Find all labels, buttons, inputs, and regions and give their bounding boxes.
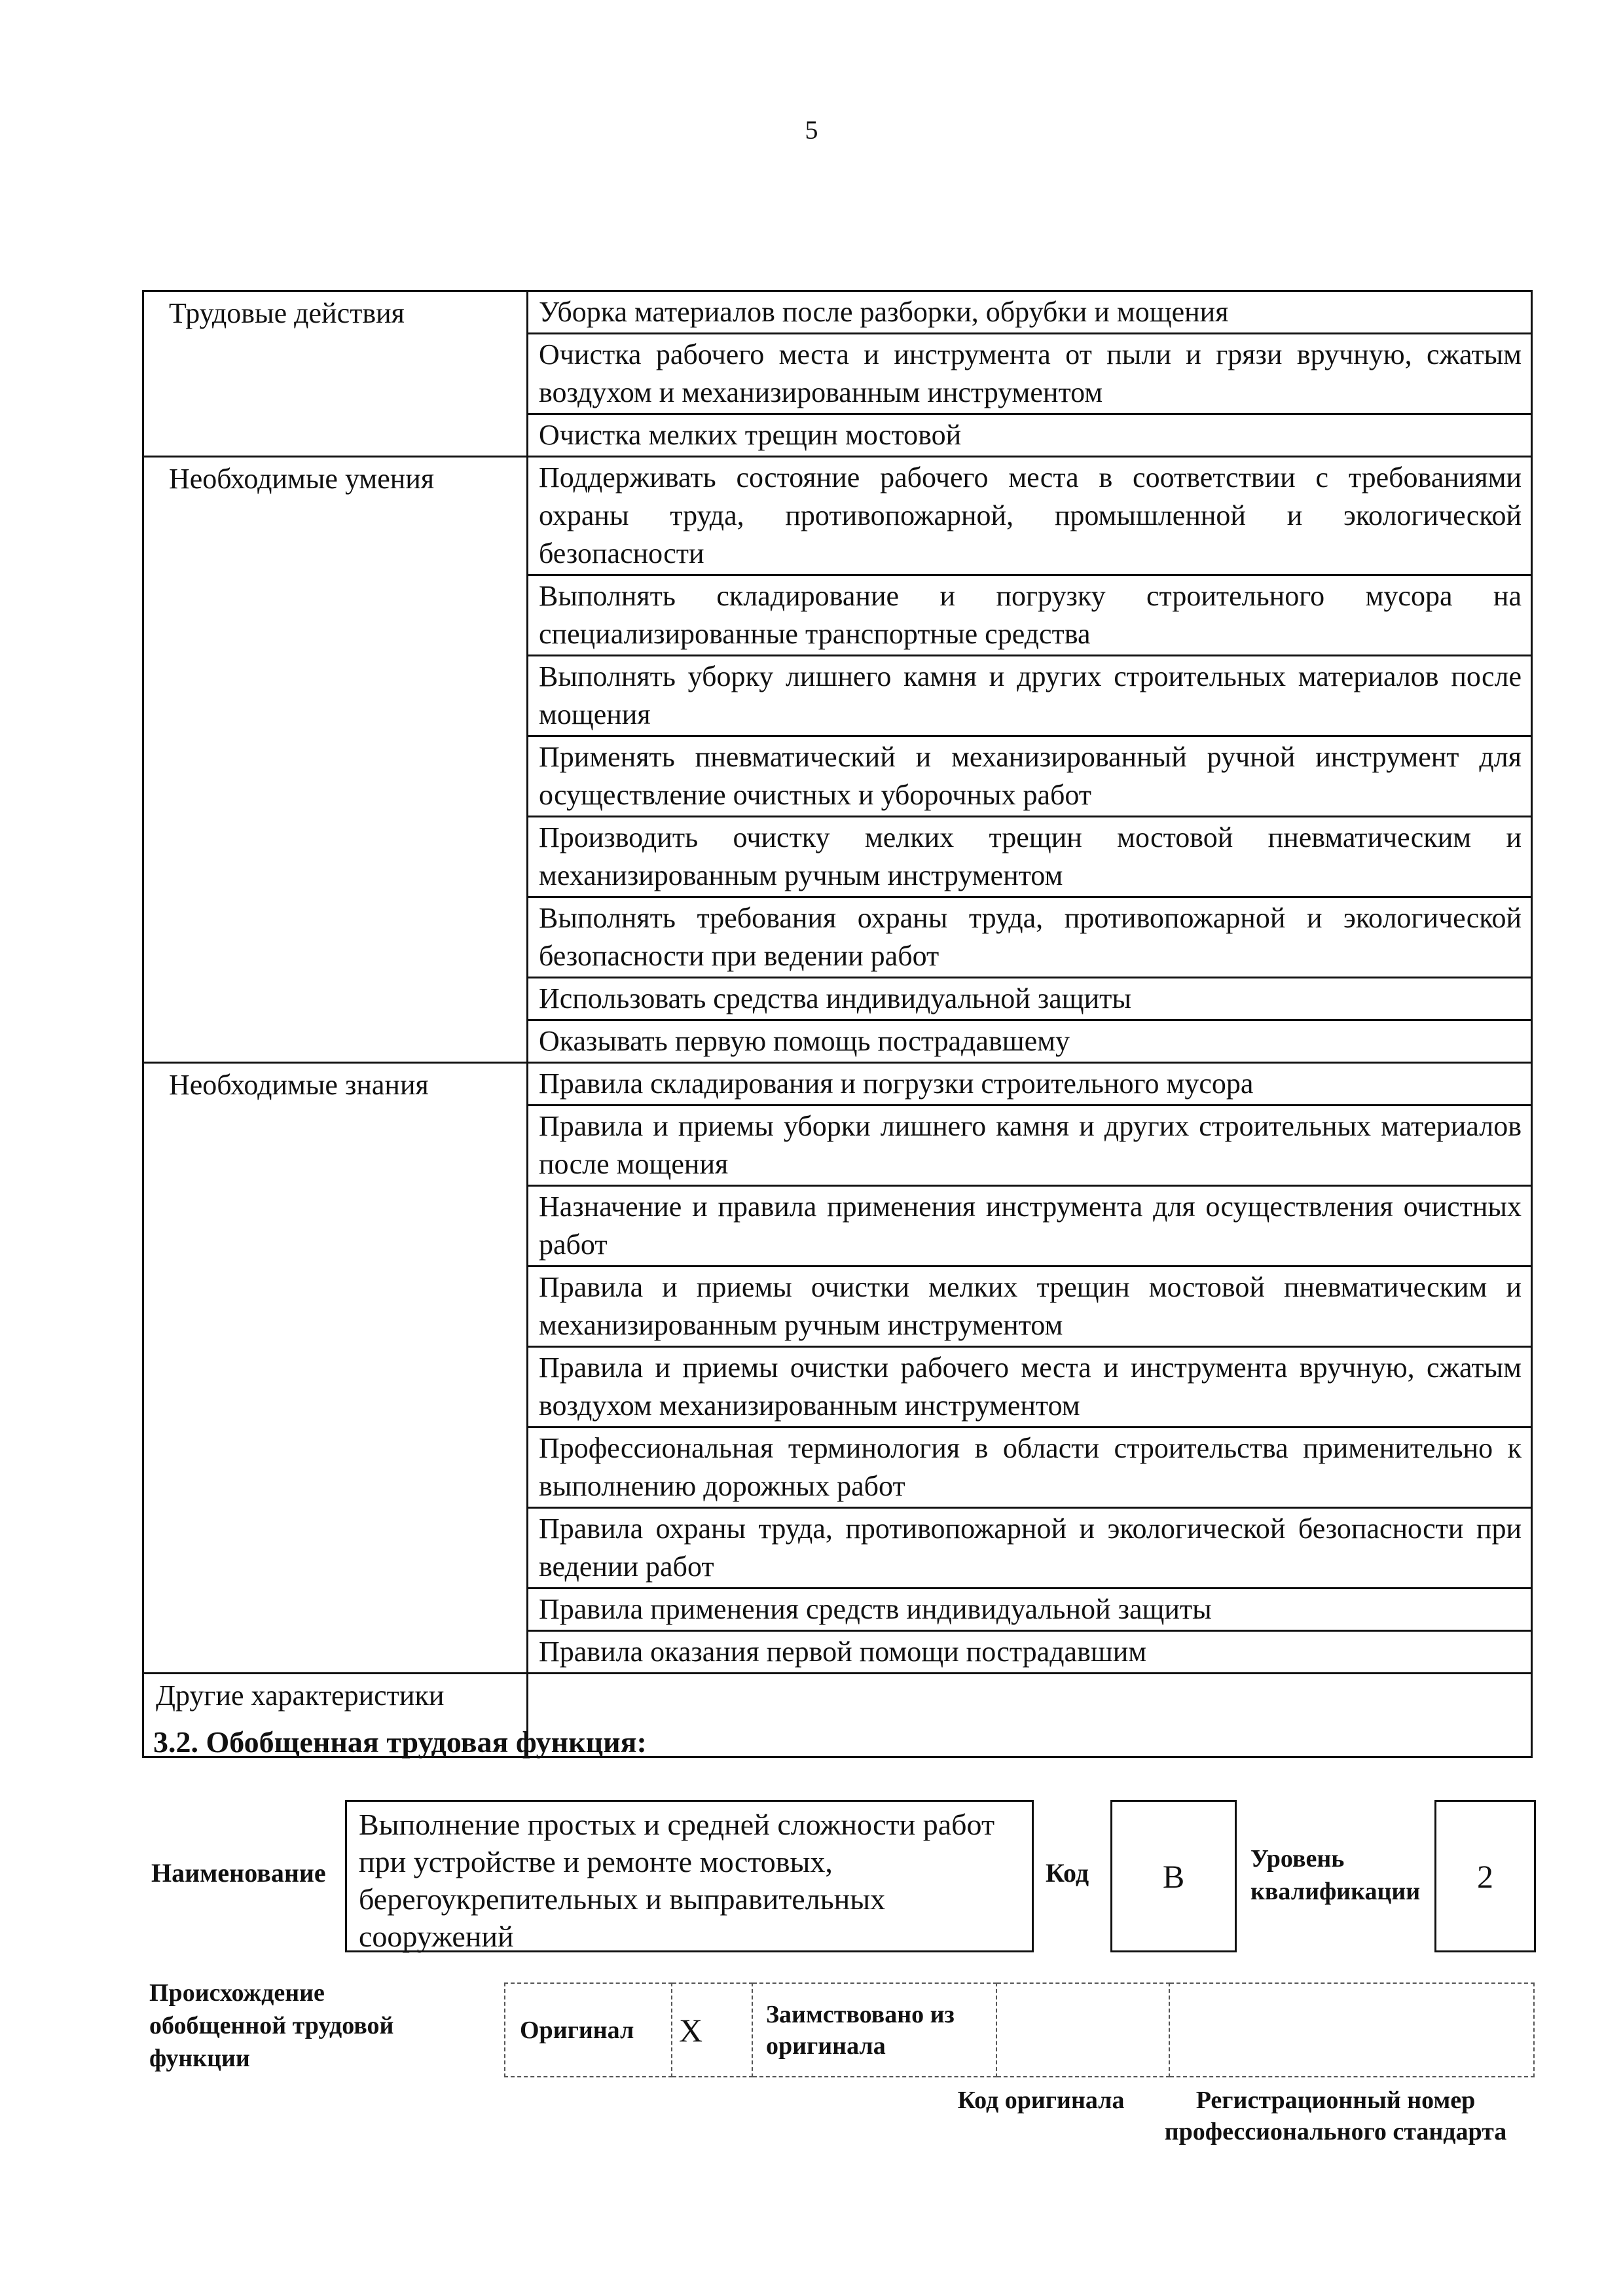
function-name-value: Выполнение простых и средней сложности работ при устройстве и ремонте мостовых, берегоукрепительных и выправительных сооружений [359,1808,995,1953]
labor-actions-label: Трудовые действия [143,291,528,457]
other-characteristics-label: Другие характеристики [143,1674,528,1757]
function-name-box [345,1800,1034,1952]
list-item: Выполнять складирование и погрузку строительного мусора на специализированные транспортные средства [528,576,1531,656]
list-item: Правила применения средств индивидуальной защиты [528,1589,1531,1632]
list-item: Поддерживать состояние рабочего места в соответствии с требованиями охраны труда, противопожарной, промышленной и экологической безопасности [528,457,1531,576]
list-item: Правила оказания первой помощи пострадавшим [539,1636,1147,1668]
origin-label: Происхождение обобщенной трудовой функции [149,1979,394,2072]
name-label: Наименование [151,1858,326,1888]
section-title: 3.2. Обобщенная трудовая функция: [153,1725,647,1759]
list-item: Правила охраны труда, противопожарной и экологической безопасности при ведении работ [528,1509,1531,1589]
skills-label: Необходимые умения [143,457,528,1063]
original-mark: X [672,1983,752,2077]
registration-number-cell [1169,1983,1534,2077]
borrowed-label: Заимствовано из оригинала [752,1983,996,2077]
list-item: Применять пневматический и механизированный ручной инструмент для осуществление очистных и уборочных работ [528,737,1531,817]
list-item: Правила и приемы очистки рабочего места и инструмента вручную, сжатым воздухом механизированным инструментом [528,1348,1531,1428]
list-item: Правила и приемы очистки мелких трещин мостовой пневматическим и механизированным ручным инструментом [528,1267,1531,1348]
list-item: Производить очистку мелких трещин мостовой пневматическим и механизированным ручным инструментом [528,817,1531,898]
code-box [1110,1800,1237,1952]
labor-actions-list [528,291,1532,457]
list-item: Уборка материалов после разборки, обрубки и мощения [528,292,1531,334]
skills-list [528,457,1532,1063]
list-item: Очистка рабочего места и инструмента от пыли и грязи вручную, сжатым воздухом и механизированным инструментом [528,334,1531,415]
list-item: Назначение и правила применения инструмента для осуществления очистных работ [528,1187,1531,1267]
level-label: Уровень квалификации [1250,1845,1421,1905]
list-item: Правила и приемы уборки лишнего камня и других строительных материалов после мощения [528,1106,1531,1187]
knowledge-label: Необходимые знания [143,1063,528,1674]
list-item: Оказывать первую помощь пострадавшему [539,1025,1070,1057]
labor-function-table [142,290,1533,1758]
original-code-cell [996,1983,1169,2077]
list-item: Очистка мелких трещин мостовой [539,419,962,451]
list-item: Выполнять уборку лишнего камня и других строительных материалов после мощения [528,656,1531,737]
other-characteristics-value [528,1674,1532,1757]
level-box [1434,1800,1536,1952]
code-value: B [1162,1857,1185,1895]
origin-table [504,1982,1535,2077]
list-item: Использовать средства индивидуальной защиты [528,978,1531,1021]
original-label: Оригинал [505,1983,672,2077]
level-value: 2 [1477,1857,1493,1895]
list-item: Правила складирования и погрузки строительного мусора [528,1064,1531,1106]
code-label: Код [1046,1858,1089,1888]
knowledge-list [528,1063,1532,1674]
list-item: Профессиональная терминология в области строительства применительно к выполнению дорожных работ [528,1428,1531,1509]
list-item: Выполнять требования охраны труда, противопожарной и экологической безопасности при ведении работ [528,898,1531,978]
page-number: 5 [805,115,818,145]
registration-number-caption: Регистрационный номер профессионального стандарта [1164,2087,1507,2145]
code-original-caption: Код оригинала [957,2087,1125,2114]
